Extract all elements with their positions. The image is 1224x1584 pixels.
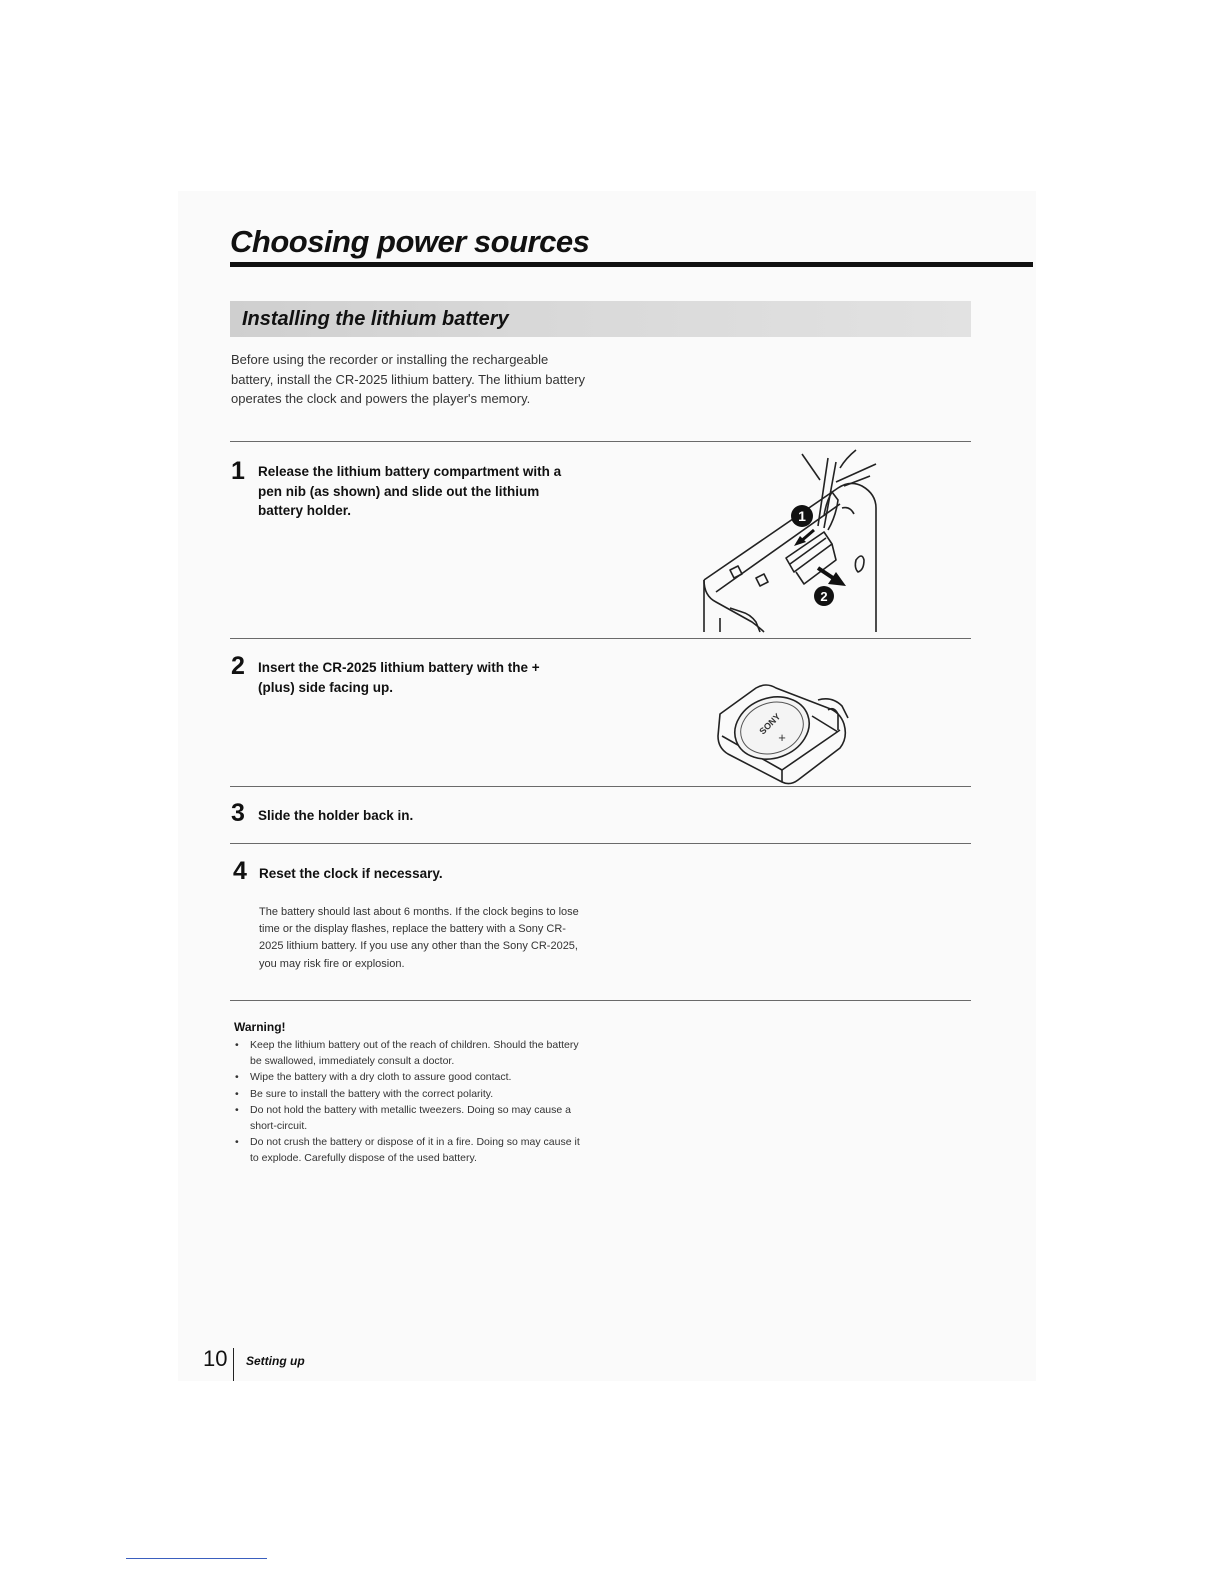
step-4-number: 4 bbox=[233, 857, 247, 885]
step-1-number: 1 bbox=[231, 457, 245, 485]
warning-item: • Do not crush the battery or dispose of it in a fire. Doing so may cause it to explode. Carefully dispose of the used battery. bbox=[234, 1134, 589, 1166]
warning-item: • Keep the lithium battery out of the reach of children. Should the battery be swallowed, immediately consult a doctor. bbox=[234, 1037, 589, 1069]
bottom-rule bbox=[126, 1558, 267, 1559]
footer-section-label: Setting up bbox=[246, 1354, 305, 1368]
warning-item: • Be sure to install the battery with the correct polarity. bbox=[234, 1086, 589, 1102]
battery-brand-label: SONY bbox=[757, 711, 783, 737]
page-title: Choosing power sources bbox=[230, 224, 590, 259]
step-2-text: Insert the CR-2025 lithium battery with the + (plus) side facing up. bbox=[258, 660, 540, 695]
warning-item: • Do not hold the battery with metallic tweezers. Doing so may cause a short-circuit. bbox=[234, 1102, 589, 1134]
warning-list bbox=[234, 1037, 589, 1167]
title-rule bbox=[230, 262, 1033, 267]
divider-4 bbox=[230, 843, 971, 844]
divider-5 bbox=[230, 1000, 971, 1001]
callout-2: 2 bbox=[820, 589, 828, 604]
warning-title: Warning! bbox=[234, 1020, 286, 1034]
callout-1: 1 bbox=[798, 508, 806, 524]
divider-1 bbox=[230, 441, 971, 442]
section-header-band bbox=[230, 301, 971, 337]
battery-compartment-illustration bbox=[690, 446, 890, 634]
intro-paragraph: Before using the recorder or installing the rechargeable battery, install the CR-2025 lithium battery. The lithium battery operates the clock and powers the player's memory. bbox=[231, 352, 586, 406]
section-title: Installing the lithium battery bbox=[242, 308, 509, 330]
warning-item: • Wipe the battery with a dry cloth to assure good contact. bbox=[234, 1069, 589, 1085]
step-3-number: 3 bbox=[231, 799, 245, 827]
footer-separator bbox=[233, 1348, 234, 1381]
step-3-text: Slide the holder back in. bbox=[258, 808, 414, 823]
step-1-text: Release the lithium battery compartment with a pen nib (as shown) and slide out the lithium battery holder. bbox=[258, 464, 562, 518]
step-2-number: 2 bbox=[231, 652, 245, 680]
page-number: 10 bbox=[203, 1346, 228, 1371]
battery-holder-illustration bbox=[700, 676, 870, 788]
battery-plus-sign: + bbox=[778, 730, 786, 745]
divider-2 bbox=[230, 638, 971, 639]
step-4-text: Reset the clock if necessary. bbox=[259, 866, 443, 881]
battery-life-note: The battery should last about 6 months. If the clock begins to lose time or the display flashes, replace the battery with a Sony CR-2025 lithium battery. If you use any other than the Sony CR-2025, you may risk fire or explosion. bbox=[259, 906, 579, 970]
divider-3 bbox=[230, 786, 971, 787]
